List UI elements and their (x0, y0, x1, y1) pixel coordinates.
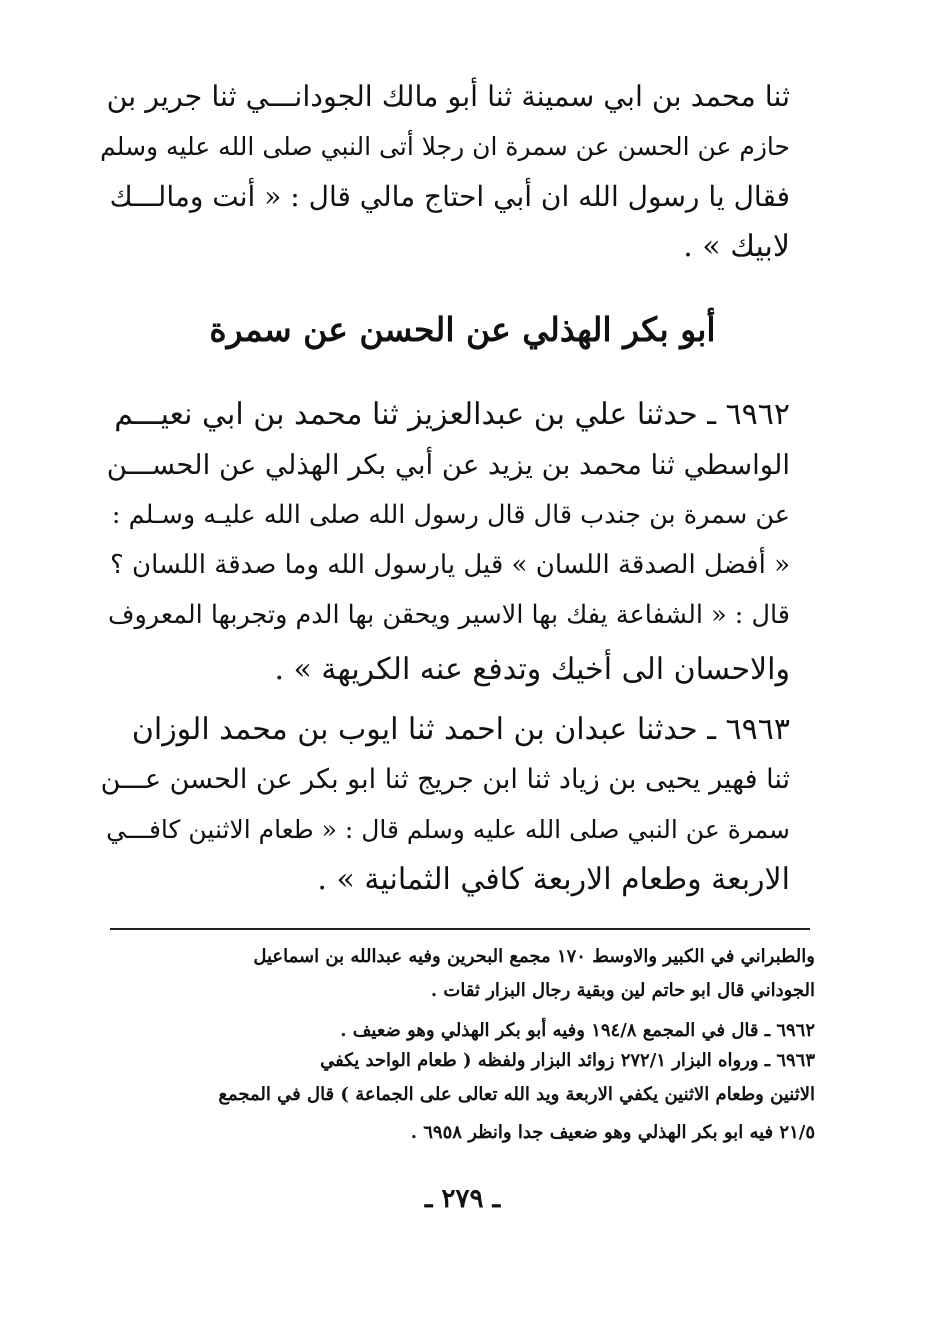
body-line: سمرة عن النبي صلى الله عليه وسلم قال : « طعام الاثنين كافـــي (106, 815, 790, 844)
body-line: لابيك » . (683, 229, 790, 264)
footnote-line: الجوداني قال ابو حاتم لين وبقية رجال البزار ثقات . (430, 980, 815, 1001)
body-line: قال : « الشفاعة يفك بها الاسير ويحقن بها الدم وتجربها المعروف (108, 600, 790, 630)
footnote-line: والطبراني في الكبير والاوسط ١٧٠ مجمع البحرين وفيه عبدالله بن اسماعيل (253, 946, 815, 967)
body-line: والاحسان الى أخيك وتدفع عنه الكريهة » . (274, 652, 790, 687)
footnote-line: ٦٩٦٢ ـ قال في المجمع ١٩٤/٨ وفيه أبو بكر الهذلي وهو ضعيف . (340, 1020, 815, 1041)
body-line: « أفضل الصدقة اللسان » قيل يارسول الله وما صدقة اللسان ؟ (109, 550, 790, 580)
body-line: الاربعة وطعام الاربعة كافي الثمانية » . (317, 862, 790, 897)
page-number: ـ ٢٧٩ ـ (424, 1184, 501, 1214)
body-line: ثنا فهير يحيى بن زياد ثنا ابن جريج ثنا ابو بكر عن الحسن عـــن (100, 764, 790, 795)
body-line: حازم عن الحسن عن سمرة ان رجلا أتى النبي صلى الله عليه وسلم (100, 132, 790, 161)
body-line: الواسطي ثنا محمد بن يزيد عن أبي بكر الهذلي عن الحســـن (106, 449, 790, 481)
footnote-line: ٢١/٥ فيه ابو بكر الهذلي وهو ضعيف جدا وانظر ٦٩٥٨ . (410, 1122, 815, 1143)
body-line: عن سمرة بن جندب قال قال رسول الله صلى الله عليـه وسـلم : (111, 500, 790, 530)
body-line: ٦٩٦٣ ـ حدثنا عبدان بن احمد ثنا ايوب بن محمد الوزان (131, 712, 790, 747)
body-line: ٦٩٦٢ ـ حدثنا علي بن عبدالعزيز ثنا محمد بن ابي نعيـــم (114, 397, 790, 432)
body-line: فقال يا رسول الله ان أبي احتاج مالي قال : « أنت ومالـــك (109, 180, 790, 213)
footnote-separator (110, 928, 810, 930)
section-heading: أبو بكر الهذلي عن الحسن عن سمرة (209, 310, 716, 349)
footnote-line: الاثنين وطعام الاثنين يكفي الاربعة ويد الله تعالى على الجماعة ) قال في المجمع (218, 1084, 815, 1105)
body-line: ثنا محمد بن ابي سمينة ثنا أبو مالك الجودانـــي ثنا جرير بن (106, 80, 790, 113)
footnote-line: ٦٩٦٣ ـ ورواه البزار ٢٧٢/١ زوائد البزار ولفظه ( طعام الواحد يكفي (320, 1050, 815, 1071)
